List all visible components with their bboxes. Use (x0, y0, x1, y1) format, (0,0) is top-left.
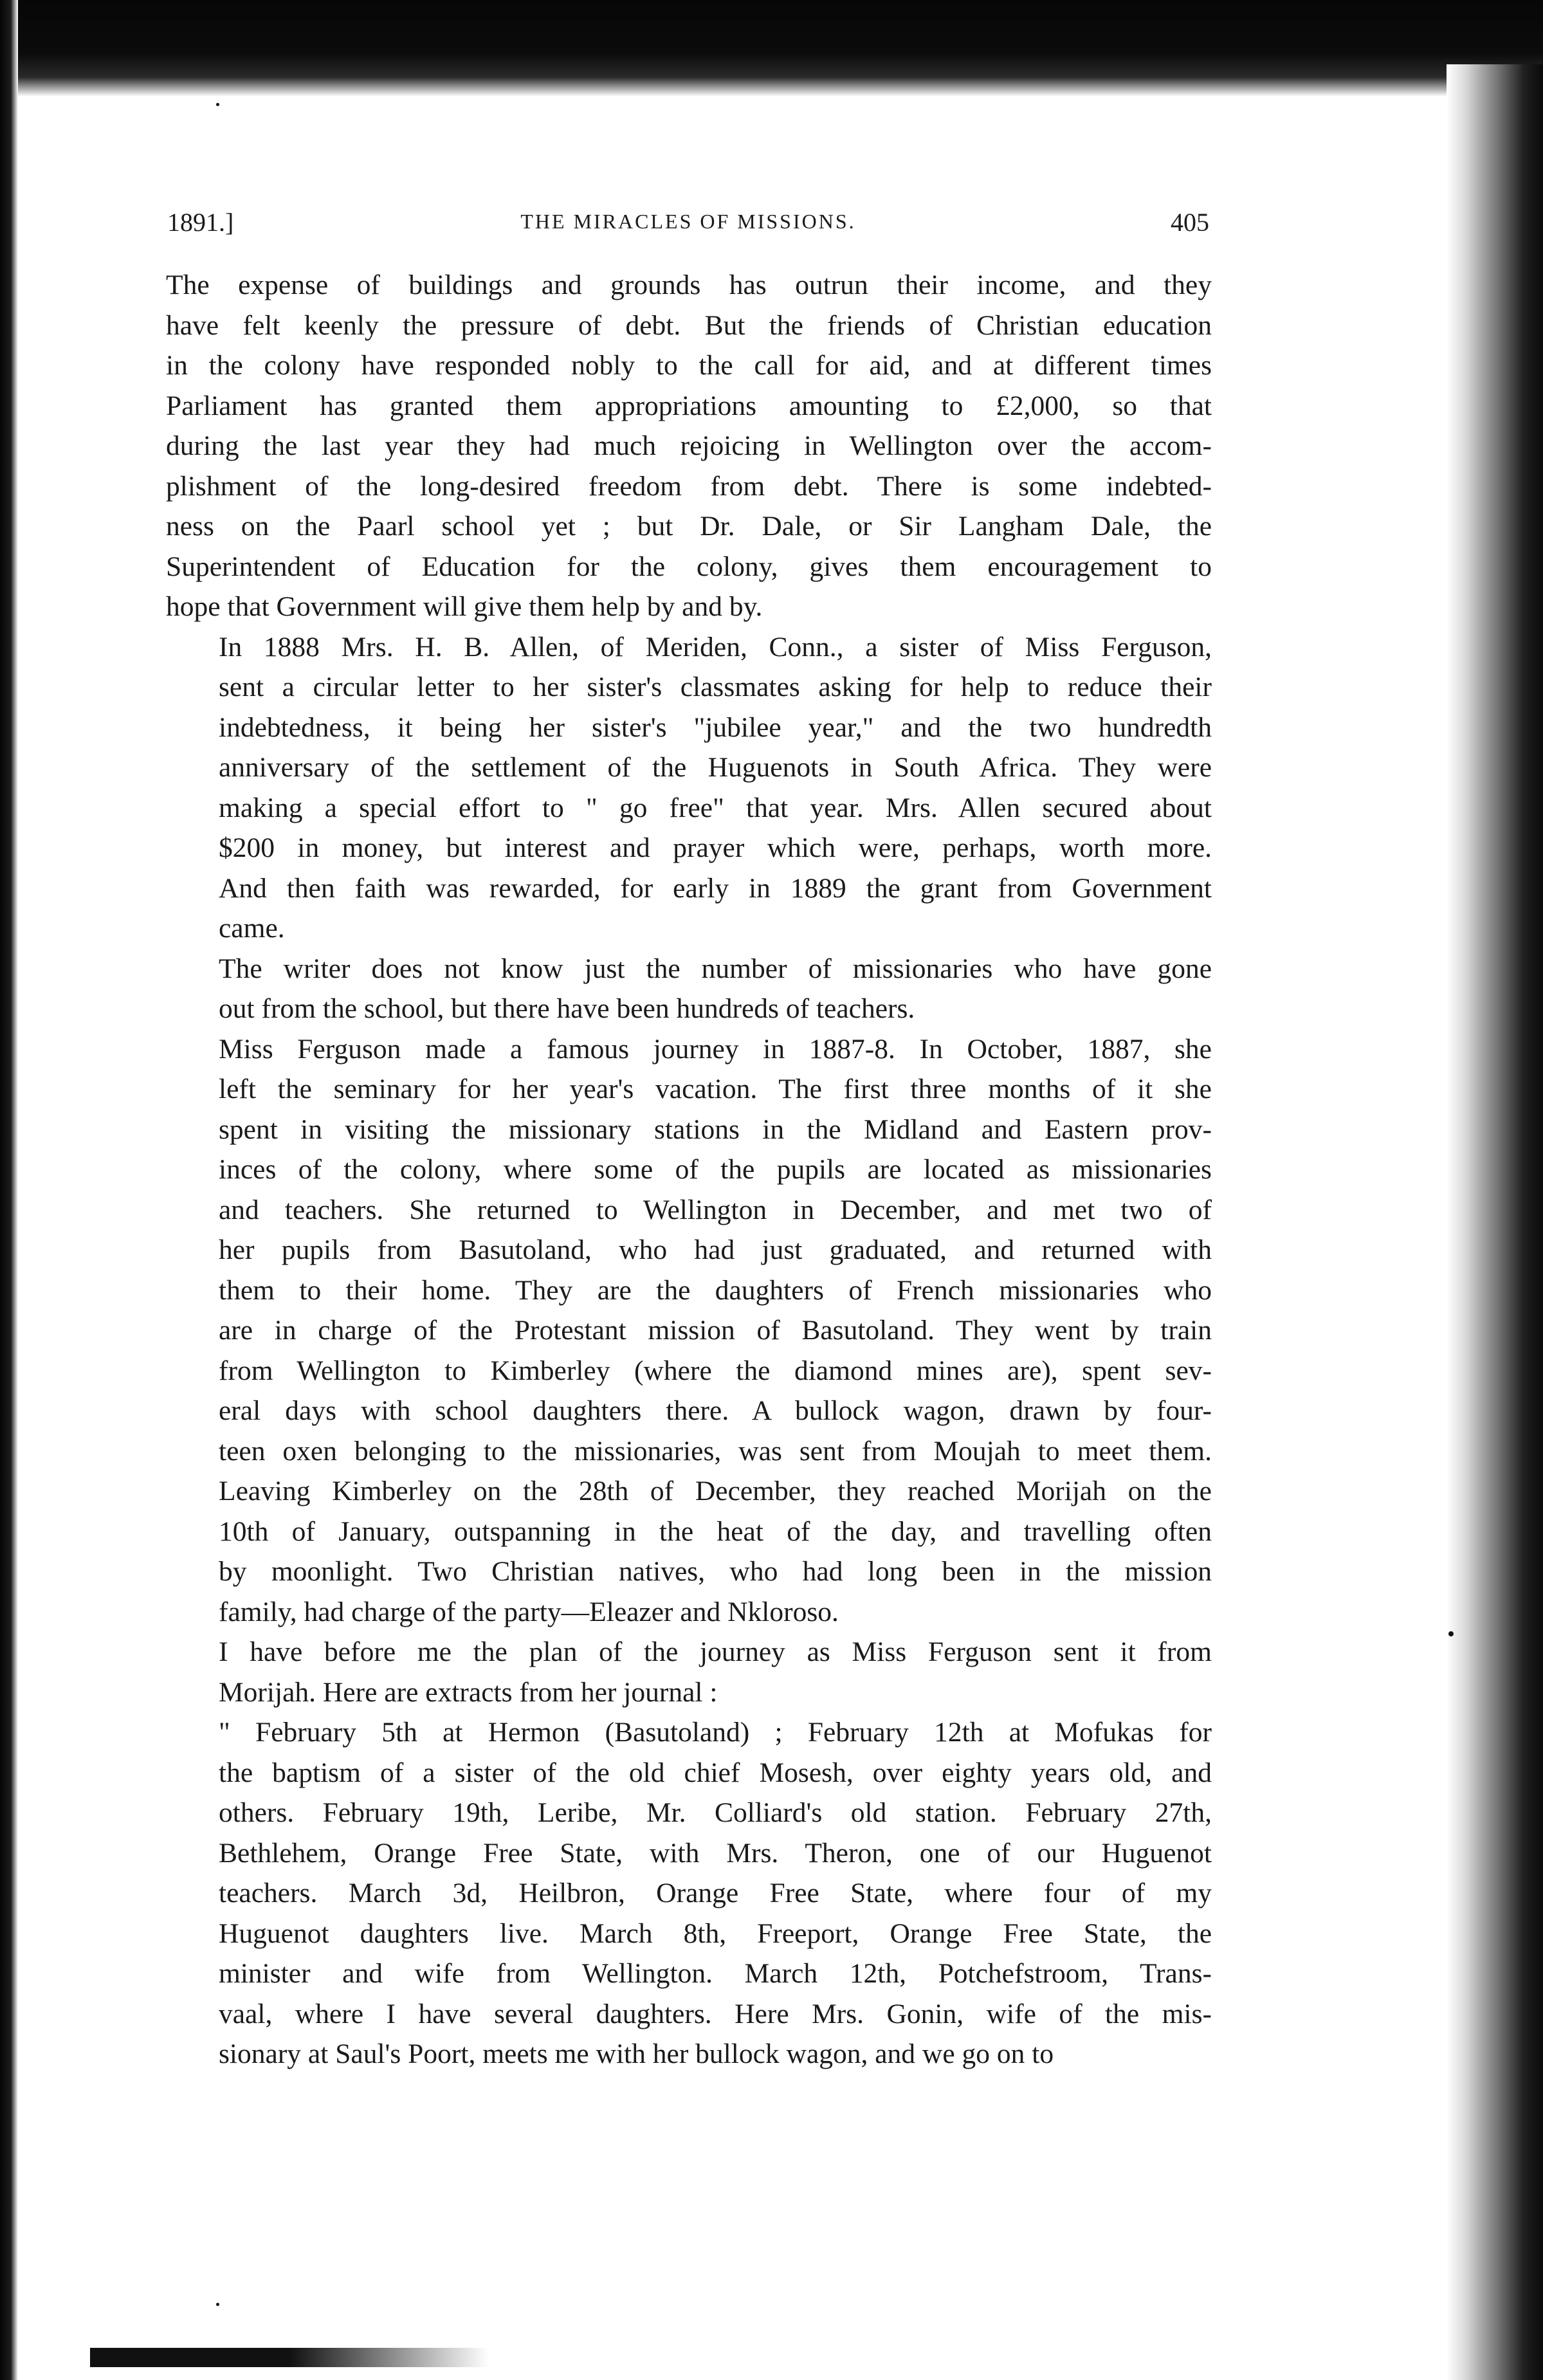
text-line: ness on the Paarl school yet ; but Dr. Dale, or Sir Langham Dale, the (166, 511, 1212, 542)
text-line: sent a circular letter to her sister's classmates asking for help to reduce their (219, 672, 1212, 702)
text-line: teen oxen belonging to the missionaries, was sent from Moujah to meet them. (219, 1435, 1212, 1467)
scan-speck (216, 2303, 219, 2306)
text-line: left the seminary for her year's vacation. The first three months of it she (219, 1074, 1212, 1104)
scan-border-right (1447, 64, 1543, 2380)
text-line: Miss Ferguson made a famous journey in 1887-8. In October, 1887, she (219, 1033, 1212, 1065)
paragraph (166, 265, 1212, 627)
text-line: and teachers. She returned to Wellington in December, and met two of (219, 1194, 1212, 1225)
text-line: during the last year they had much rejoicing in Wellington over the accom- (166, 430, 1212, 461)
text-line: Leaving Kimberley on the 28th of December, they reached Morijah on the (219, 1476, 1212, 1506)
text-line: sionary at Saul's Poort, meets me with her bullock wagon, and we go on to (219, 2038, 1054, 2069)
text-line: making a special effort to " go free" that year. Mrs. Allen secured about (219, 792, 1212, 823)
text-line: minister and wife from Wellington. March 12th, Potchefstroom, Trans- (219, 1958, 1212, 1989)
text-line: are in charge of the Protestant mission of Basutoland. They went by train (219, 1315, 1212, 1346)
text-line: eral days with school daughters there. A bullock wagon, drawn by four- (219, 1395, 1212, 1426)
text-line: teachers. March 3d, Heilbron, Orange Free State, where four of my (219, 1878, 1212, 1909)
text-line: $200 in money, but interest and prayer which were, perhaps, worth more. (219, 832, 1212, 863)
paragraph (166, 1712, 1212, 2074)
text-line: 10th of January, outspanning in the heat of the day, and travelling often (219, 1515, 1212, 1547)
text-line: by moonlight. Two Christian natives, who had long been in the mission (219, 1556, 1212, 1587)
text-line: The expense of buildings and grounds has outrun their income, and they (166, 270, 1212, 300)
text-line: out from the school, but there have been hundreds of teachers. (219, 993, 915, 1024)
paragraph (166, 949, 1212, 1029)
text-line: Huguenot daughters live. March 8th, Freeport, Orange Free State, the (219, 1918, 1212, 1949)
paragraph (166, 1632, 1212, 1712)
text-line: anniversary of the settlement of the Huguenots in South Africa. They were (219, 752, 1212, 783)
body-text (166, 265, 1212, 2074)
text-line: vaal, where I have several daughters. Here Mrs. Gonin, wife of the mis- (219, 1998, 1212, 2029)
text-line: indebtedness, it being her sister's "jubilee year," and the two hundredth (219, 711, 1212, 743)
text-line: And then faith was rewarded, for early in 1889 the grant from Government (219, 872, 1212, 904)
text-line: I have before me the plan of the journey as Miss Ferguson sent it from (219, 1636, 1212, 1667)
scan-border-top (0, 0, 1543, 96)
text-line: " February 5th at Hermon (Basutoland) ; February 12th at Mofukas for (219, 1717, 1212, 1748)
text-line: from Wellington to Kimberley (where the diamond mines are), spent sev- (219, 1355, 1212, 1386)
paragraph (166, 627, 1212, 949)
scan-border-left (0, 0, 18, 2380)
text-line: hope that Government will give them help by and by. (166, 591, 763, 622)
text-line: Morijah. Here are extracts from her journal : (219, 1676, 718, 1708)
text-line: spent in visiting the missionary stations in the Midland and Eastern prov- (219, 1113, 1212, 1145)
text-line: the baptism of a sister of the old chief Mosesh, over eighty years old, and (219, 1757, 1212, 1788)
text-line: her pupils from Basutoland, who had just graduated, and returned with (219, 1234, 1212, 1265)
paragraph (166, 1029, 1212, 1633)
text-line: family, had charge of the party—Eleazer and Nkloroso. (219, 1596, 839, 1627)
running-head (167, 207, 1209, 246)
text-line: have felt keenly the pressure of debt. But the friends of Christian education (166, 309, 1212, 341)
text-line: Bethlehem, Orange Free State, with Mrs. Theron, one of our Huguenot (219, 1837, 1212, 1869)
scan-speck (216, 103, 219, 106)
text-line: them to their home. They are the daughters of French missionaries who (219, 1274, 1212, 1306)
text-line: Superintendent of Education for the colony, gives them encouragement to (166, 551, 1212, 582)
running-head-title: THE MIRACLES OF MISSIONS. (520, 210, 856, 233)
text-line: inces of the colony, where some of the pupils are located as missionaries (219, 1154, 1212, 1185)
scan-mark-bottom (90, 2348, 489, 2367)
text-line: In 1888 Mrs. H. B. Allen, of Meriden, Conn., a sister of Miss Ferguson, (219, 631, 1212, 663)
text-line: others. February 19th, Leribe, Mr. Colliard's old station. February 27th, (219, 1797, 1212, 1828)
page-number: 405 (1171, 208, 1209, 237)
scan-speck (1448, 1631, 1454, 1636)
running-head-year: 1891.] (167, 208, 234, 237)
text-line: came. (219, 913, 285, 944)
text-line: plishment of the long-desired freedom from debt. There is some indebted- (166, 470, 1212, 502)
text-line: Parliament has granted them appropriations amounting to £2,000, so that (166, 390, 1212, 421)
text-line: in the colony have responded nobly to the call for aid, and at different times (166, 350, 1212, 381)
text-line: The writer does not know just the number of missionaries who have gone (219, 953, 1212, 984)
